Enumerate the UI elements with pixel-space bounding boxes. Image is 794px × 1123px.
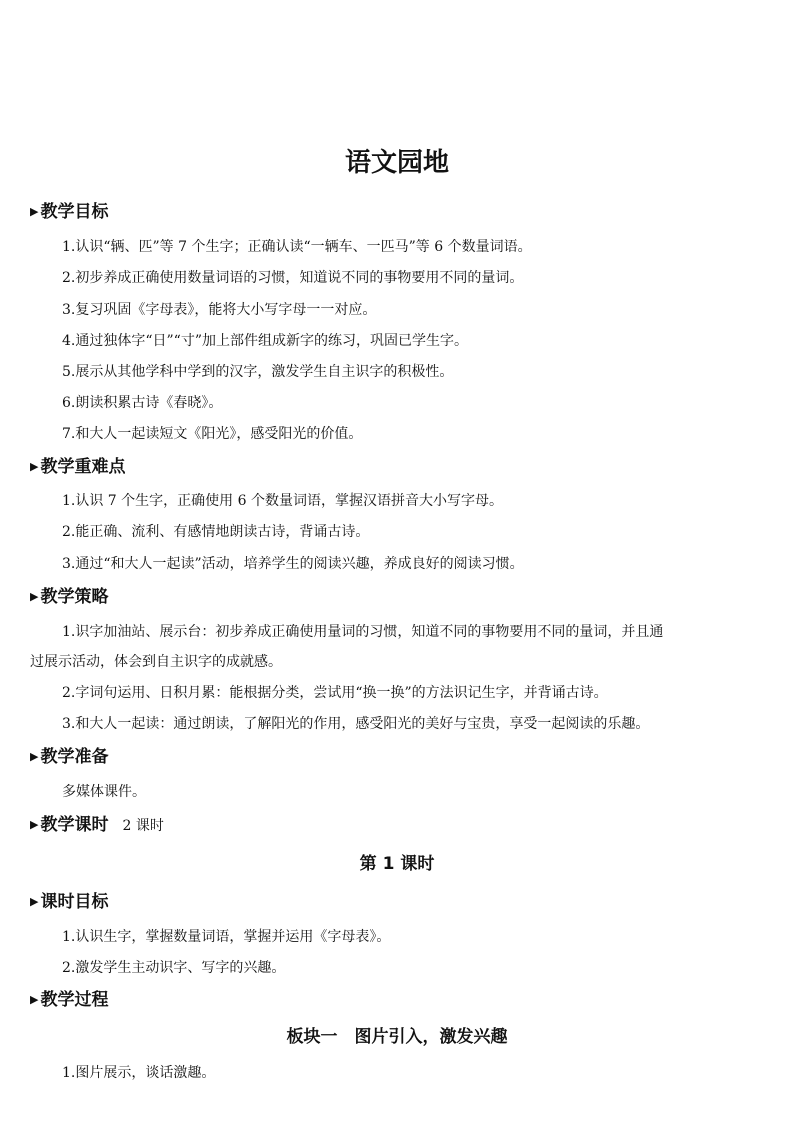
key-point-item: 2.能正确、流利、有感情地朗读古诗，背诵古诗。 [62, 524, 370, 540]
preparation-text: 多媒体课件。 [62, 784, 146, 800]
strategy-item-line: 过展示活动，体会到自主识字的成就感。 [30, 654, 282, 670]
triangle-marker-icon: ▶ [30, 460, 39, 473]
section-heading-text: 教学课时 [40, 815, 109, 835]
goal-item: 3.复习巩固《字母表》，能将大小写字母一一对应。 [62, 302, 377, 318]
process-step: 1.图片展示，谈话激趣。 [62, 1065, 216, 1081]
triangle-marker-icon: ▶ [30, 590, 39, 603]
triangle-marker-icon: ▶ [30, 205, 39, 218]
block-title: 板块一 图片引入，激发兴趣 [286, 1027, 508, 1047]
triangle-marker-icon: ▶ [30, 993, 39, 1006]
key-point-item: 3.通过“和大人一起读”活动，培养学生的阅读兴趣，养成良好的阅读习惯。 [62, 556, 524, 572]
document-title: 语文园地 [344, 148, 449, 178]
section-heading-text: 课时目标 [40, 892, 109, 912]
section-heading-text: 教学准备 [40, 747, 109, 767]
goal-item: 2.初步养成正确使用数量词语的习惯，知道说不同的事物要用不同的量词。 [62, 270, 524, 286]
goal-item: 6.朗读积累古诗《春晓》。 [62, 395, 223, 411]
key-point-item: 1.认识 7 个生字，正确使用 6 个数量词语，掌握汉语拼音大小写字母。 [62, 493, 503, 509]
section-heading-strategy [30, 584, 108, 610]
triangle-marker-icon: ▶ [30, 818, 39, 831]
lesson-title: 第 1 课时 [359, 854, 435, 874]
section-heading-process [30, 987, 108, 1013]
strategy-item: 2.字词句运用、日积月累：能根据分类，尝试用“换一换”的方法识记生字，并背诵古诗。 [62, 685, 608, 701]
section-heading-preparation [30, 744, 108, 770]
triangle-marker-icon: ▶ [30, 895, 39, 908]
goal-item: 5.展示从其他学科中学到的汉字，激发学生自主识字的积极性。 [62, 364, 454, 380]
goal-item: 4.通过独体字“日”“寸”加上部件组成新字的练习，巩固已学生字。 [62, 333, 468, 349]
section-heading-text: 教学重难点 [40, 457, 126, 477]
section-heading-goals [30, 199, 108, 225]
triangle-marker-icon: ▶ [30, 750, 39, 763]
strategy-item: 3.和大人一起读：通过朗读，了解阳光的作用，感受阳光的美好与宝贵，享受一起阅读的乐趣。 [62, 716, 650, 732]
lesson-goal-item: 1.认识生字，掌握数量词语，掌握并运用《字母表》。 [62, 929, 391, 945]
strategy-item-line: 1.识字加油站、展示台：初步养成正确使用量词的习惯，知道不同的事物要用不同的量词，并且通 [62, 624, 664, 640]
section-heading-text: 教学策略 [40, 587, 109, 607]
lesson-goal-item: 2.激发学生主动识字、写字的兴趣。 [62, 960, 286, 976]
section-heading-key-points [30, 454, 125, 480]
section-heading-lesson-goals [30, 889, 108, 915]
goal-item: 1.认识“辆、匹”等 7 个生字；正确认读“一辆车、一匹马”等 6 个数量词语。 [62, 239, 532, 255]
goal-item: 7.和大人一起读短文《阳光》，感受阳光的价值。 [62, 426, 363, 442]
section-heading-hours [30, 812, 164, 838]
section-heading-text: 教学目标 [40, 202, 109, 222]
section-heading-text: 教学过程 [40, 990, 109, 1010]
hours-value: 2 课时 [122, 818, 164, 834]
